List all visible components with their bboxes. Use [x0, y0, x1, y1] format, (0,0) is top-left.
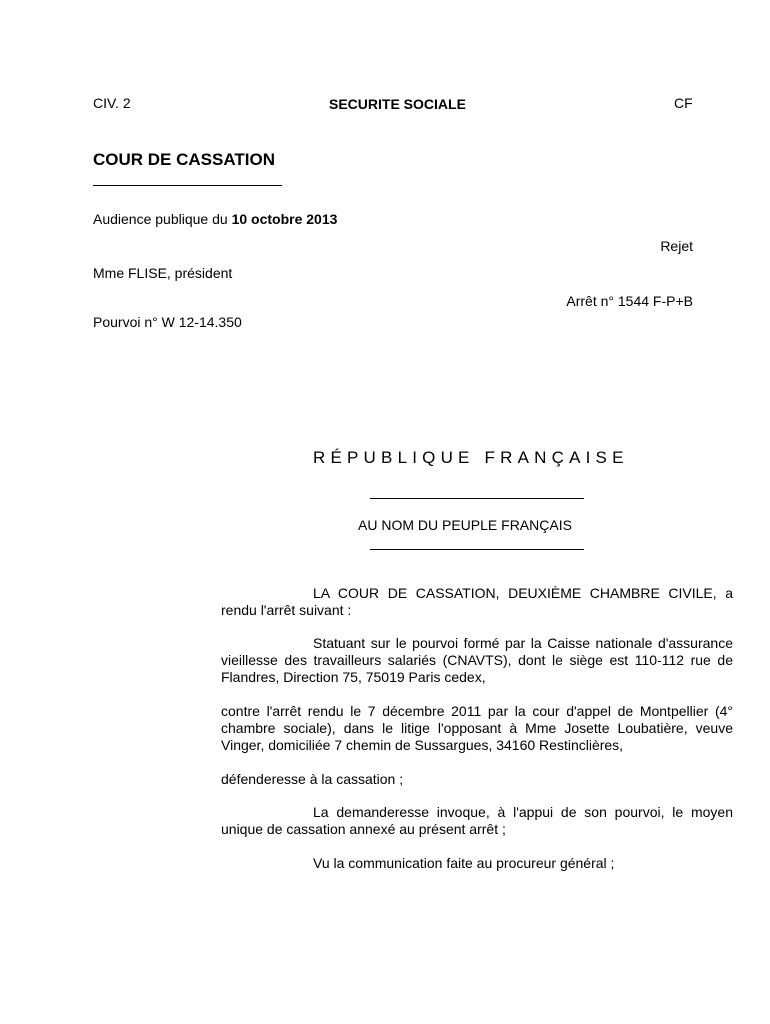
header-center: SECURITE SOCIALE [329, 96, 466, 112]
paragraph-contre: contre l'arrêt rendu le 7 décembre 2011 par la cour d'appel de Montpellier (4° chambre sociale), dans le litige l'opposant à Mme Josette Loubatière, veuve Vinger, domiciliée 7 chemin de Sussargues, 34160 Restinclières, [221, 703, 733, 753]
republique-rule-top [370, 498, 584, 499]
paragraph-statuant: Statuant sur le pourvoi formé par la Caisse nationale d'assurance vieillesse des travailleurs salariés (CNAVTS), dont le siège est 110-112 rue de Flandres, Direction 75, 75019 Paris cedex, [221, 635, 733, 685]
court-title: COUR DE CASSATION [93, 150, 275, 169]
president: Mme FLISE, président [93, 265, 233, 281]
pourvoi-number: Pourvoi n° W 12-14.350 [93, 314, 242, 330]
republique-heading: RÉPUBLIQUE FRANÇAISE [313, 448, 629, 467]
paragraph-demanderesse: La demanderesse invoque, à l'appui de son pourvoi, le moyen unique de cassation annexé au présent arrêt ; [221, 804, 733, 837]
hearing-prefix: Audience publique du [93, 211, 232, 227]
paragraph-communication: Vu la communication faite au procureur général ; [313, 855, 615, 871]
paragraph-defenderesse: défenderesse à la cassation ; [221, 771, 404, 787]
title-underline [93, 185, 282, 186]
decision: Rejet [660, 238, 693, 254]
au-nom-heading: AU NOM DU PEUPLE FRANÇAIS [358, 517, 572, 533]
hearing-date: 10 octobre 2013 [231, 211, 338, 227]
paragraph-court: LA COUR DE CASSATION, DEUXIÈME CHAMBRE CIVILE, a rendu l'arrêt suivant : [221, 585, 733, 618]
header-right: CF [674, 95, 693, 111]
republique-rule-bottom [370, 549, 584, 550]
header-left: CIV. 2 [93, 95, 131, 111]
hearing-line [93, 211, 337, 227]
arret-number: Arrêt n° 1544 F-P+B [566, 293, 693, 309]
